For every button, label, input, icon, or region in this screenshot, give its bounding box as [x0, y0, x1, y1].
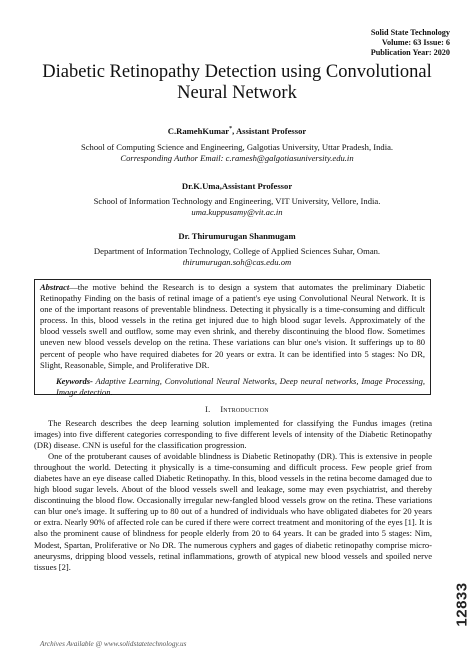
paper-title	[0, 62, 474, 104]
author-2-affiliation: School of Information Technology and Engineering, VIT University, Vellore, India.	[93, 196, 381, 206]
journal-info	[371, 28, 450, 58]
page-number-text: 12833	[453, 582, 471, 627]
author-3-name: Dr. Thirumurugan Shanmugam	[178, 231, 296, 241]
abstract-label: Abstract	[40, 282, 70, 292]
author-2	[30, 181, 444, 218]
author-1	[30, 124, 444, 164]
author-1-name: C.RamehKumar	[167, 125, 230, 136]
footer-archive-link[interactable]: Archives Available @ www.solidstatetechnology.us	[40, 640, 187, 648]
author-3-affiliation: Department of Information Technology, College of Applied Sciences Suhar, Oman.	[93, 246, 381, 256]
author-1-superscript: *	[229, 126, 233, 132]
author-1-affiliation: School of Computing Science and Engineering, Galgotias University, Uttar Pradesh, India.	[80, 141, 394, 152]
journal-name: Solid State Technology	[370, 28, 450, 37]
author-3-email: thirumurugan.soh@cas.edu.om	[182, 257, 292, 267]
section-title: Introduction	[220, 405, 269, 414]
paragraph: One of the protuberant causes of avoidable blindness is Diabetic Retinopathy (DR). This is extensive in people throughout the world. Detecting it physically is a time-consuming and difficult process. Few people grief from diabetes have an eye disease called Diabetic Retinopathy. In this, blood vessels in the retina become damaged due to high blood sugar levels. About of the blood vessels swell and leakage, some may even psychiatrist, and thereby discontinuing the blood flow. Occasionally irregular new-fangled blood vessels grow on the retina. These variations can blur one's image. It suffering up to 80 out of a hundred of individuals who have obligated diabetes for 20 years or extra. Nearly 90% of affected role can be cured if there were correct treatment and monitoring of the eyes [1]. It is also the prominent cause of blindness for people elderly from 20 to 64 years. It can be graded into 5 stages: Nim, Modest, Spartan, Proliferative or No DR. The numerous cyphers and gages of diabetic retinopathy comprise micro-aneurysms, dripping blood vessels, retinal inflammations, growth of atypical new blood vessels and spoiled nerve tissues [2].	[34, 451, 432, 572]
page-number	[455, 570, 471, 636]
paragraph: The Research describes the deep learning solution implemented for classifying the Fundus images (retina images) into five different categories corresponding to five different levels of intensity of the Diabetic Retinopathy (DR) disease. CNN is useful for the classification progression.	[34, 418, 432, 451]
abstract-text: —the motive behind the Research is to design a system that automates the preliminary Diabetic Retinopathy Finding on the basis of retinal image of a patient's eye using Convolutional Neural Network. It is one of the important reasons of preventable blindness. Detecting it physically is a time-consuming and difficult process. In this, blood vessels in the retina get injured due to high blood sugar levels. Approximately of the blood vessels swell and outflow, some may even shrink, and thereby discontinuing the blood flow. Sometimes uneven new blood vessels develop on the retina. These variations can blur one's vision. It sufferings up to 80 percent of people who have required diabetes for 20 years or extra. It can be identified into 5 stages: No DR, Slight, Reasonable, Simple, and Proliferative DR.	[40, 282, 425, 370]
abstract	[40, 282, 425, 371]
journal-publication-year: Publication Year: 2020	[370, 48, 450, 57]
author-3	[30, 231, 444, 268]
author-1-name-line	[30, 124, 444, 137]
keywords	[40, 376, 425, 398]
author-2-email: uma.kuppusamy@vit.ac.in	[191, 207, 283, 217]
section-heading	[0, 405, 474, 414]
author-1-role: , Assistant Professor	[232, 125, 307, 136]
keywords-label: Keywords-	[56, 375, 93, 386]
title-line-2: Neural Network	[177, 83, 297, 103]
author-1-email: Corresponding Author Email: c.ramesh@galgotiasuniversity.edu.in	[120, 152, 354, 163]
keywords-text: Adaptive Learning, Convolutional Neural Networks, Deep neural networks, Image Processing, Image detection.	[56, 375, 425, 397]
title-line-1: Diabetic Retinopathy Detection using Convolutional	[42, 62, 432, 82]
author-2-name: Dr.K.Uma,Assistant Professor	[181, 181, 293, 191]
abstract-box	[34, 279, 431, 395]
body-text	[34, 418, 432, 573]
section-number: I.	[205, 405, 211, 414]
journal-volume-issue: Volume: 63 Issue: 6	[381, 38, 450, 47]
